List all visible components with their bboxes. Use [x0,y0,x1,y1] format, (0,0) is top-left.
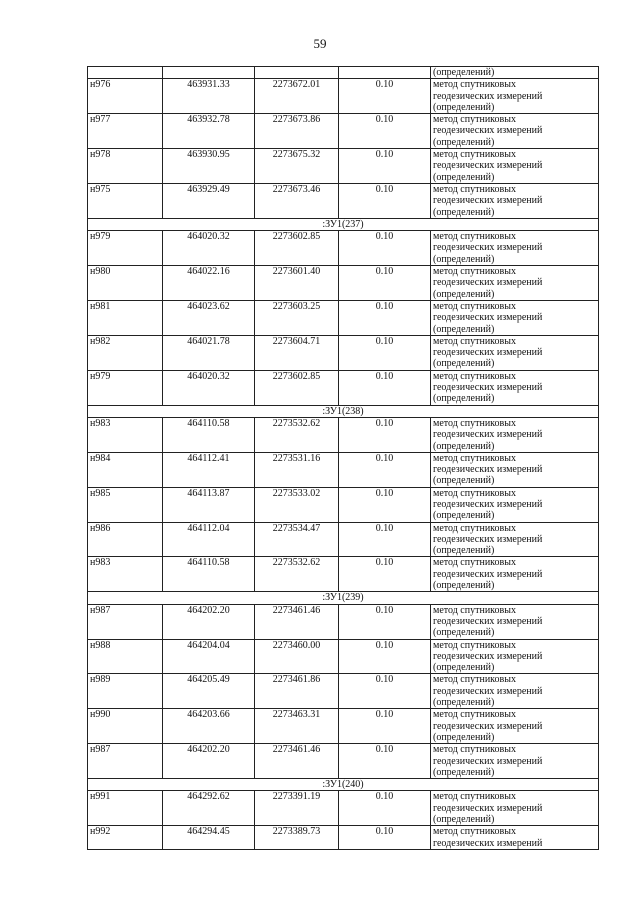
x-coordinate-cell: 464112.41 [163,452,255,487]
section-header-row [88,218,599,230]
method-line: (определений) [433,697,495,709]
point-id-cell: н983 [88,557,163,592]
method-line: метод спутниковых [433,639,516,651]
method-cell: (определений) [431,67,599,79]
y-coordinate-cell: 2273461.86 [255,674,339,709]
method-line: (определений) [433,136,495,148]
method-line: (определений) [433,662,495,674]
x-coordinate-cell: 463929.49 [163,183,255,218]
point-id-cell: н987 [88,604,163,639]
error-cell: 0.10 [339,487,431,522]
method-line: метод спутниковых [433,452,516,464]
y-coordinate-cell: 2273391.19 [255,791,339,826]
y-coordinate-cell: 2273675.32 [255,149,339,184]
method-line: геодезических измерений [433,650,543,662]
y-coordinate-cell: 2273602.85 [255,370,339,405]
error-cell: 0.10 [339,826,431,850]
method-line: геодезических измерений [433,277,543,289]
y-coordinate-cell: 2273531.16 [255,452,339,487]
method-line: (определений) [433,475,495,487]
x-coordinate-cell: 464113.87 [163,487,255,522]
error-cell: 0.10 [339,300,431,335]
method-cell [431,487,599,522]
table-row [88,417,599,452]
x-coordinate-cell: 464020.32 [163,370,255,405]
x-coordinate-cell: 464202.20 [163,744,255,779]
table-row [88,452,599,487]
method-line: (определений) [433,545,495,557]
error-cell: 0.10 [339,231,431,266]
table-row [88,487,599,522]
table-row [88,370,599,405]
method-line: (определений) [433,766,495,778]
method-line: метод спутниковых [433,266,516,278]
table-row [88,826,599,850]
x-coordinate-cell: 463932.78 [163,114,255,149]
method-cell [431,557,599,592]
x-coordinate-cell: 464294.45 [163,826,255,850]
x-coordinate-cell: 464292.62 [163,791,255,826]
page-number: 59 [313,36,327,51]
x-coordinate-cell: 464205.49 [163,674,255,709]
table-row [88,335,599,370]
method-line: (определений) [433,814,495,825]
y-coordinate-cell: 2273604.71 [255,335,339,370]
x-coordinate-cell: 464020.32 [163,231,255,266]
method-line: метод спутниковых [433,114,516,126]
point-id-cell: н979 [88,370,163,405]
error-cell: 0.10 [339,114,431,149]
table-row-continued [88,67,599,79]
x-coordinate-cell: 464202.20 [163,604,255,639]
method-cell [431,149,599,184]
error-cell: 0.10 [339,674,431,709]
y-coordinate-cell: 2273673.46 [255,183,339,218]
method-line: (определений) [433,288,495,300]
x-coordinate-cell: 464203.66 [163,709,255,744]
error-cell: 0.10 [339,79,431,114]
table-row [88,557,599,592]
point-id-cell: н977 [88,114,163,149]
method-line: метод спутниковых [433,417,516,429]
method-cell [431,522,599,557]
method-line: геодезических измерений [433,615,543,627]
error-cell: 0.10 [339,370,431,405]
error-cell: 0.10 [339,183,431,218]
point-id-cell: н992 [88,826,163,850]
method-line: метод спутниковых [433,522,516,534]
method-line: метод спутниковых [433,709,516,721]
x-coordinate-cell: 464110.58 [163,557,255,592]
table-row [88,266,599,301]
method-line: геодезических измерений [433,242,543,254]
method-cell [431,791,599,826]
point-id-cell: н980 [88,266,163,301]
point-id-cell: н982 [88,335,163,370]
error-cell: 0.10 [339,452,431,487]
point-id-cell: н983 [88,417,163,452]
method-line: геодезических измерений [433,125,543,137]
method-line: (определений) [433,627,495,639]
method-cell [431,370,599,405]
table-row [88,791,599,826]
error-cell: 0.10 [339,604,431,639]
method-line: геодезических измерений [433,802,543,814]
error-cell: 0.10 [339,709,431,744]
method-line: метод спутниковых [433,557,516,569]
y-coordinate-cell: 2273460.00 [255,639,339,674]
method-line: (определений) [433,440,495,452]
section-label: :ЗУ1(240) [88,779,599,791]
point-id-cell: н985 [88,487,163,522]
method-line: геодезических измерений [433,755,543,767]
section-label: :ЗУ1(238) [88,405,599,417]
table-row [88,639,599,674]
method-line: метод спутниковых [433,370,516,382]
table-row [88,709,599,744]
table-row [88,522,599,557]
method-line: геодезических измерений [433,382,543,394]
error-cell: 0.10 [339,266,431,301]
error-cell: 0.10 [339,335,431,370]
method-cell [431,300,599,335]
point-id-cell: н976 [88,79,163,114]
y-coordinate-cell: 2273532.62 [255,417,339,452]
point-id-cell: н989 [88,674,163,709]
method-line: (определений) [433,510,495,522]
y-coordinate-cell: 2273672.01 [255,79,339,114]
y-coordinate-cell: 2273673.86 [255,114,339,149]
error-cell: 0.10 [339,522,431,557]
method-line: геодезических измерений [433,464,543,476]
x-coordinate-cell: 464110.58 [163,417,255,452]
point-id-cell: н978 [88,149,163,184]
method-line: (определений) [433,253,495,265]
point-id-cell: н979 [88,231,163,266]
x-coordinate-cell: 464021.78 [163,335,255,370]
method-line: (определений) [433,731,495,743]
y-coordinate-cell: 2273461.46 [255,604,339,639]
y-coordinate-cell: 2273603.25 [255,300,339,335]
method-line: метод спутниковых [433,826,516,838]
error-cell: 0.10 [339,791,431,826]
y-coordinate-cell: 2273534.47 [255,522,339,557]
method-cell [431,114,599,149]
method-line: геодезических измерений [433,568,543,580]
section-header-row [88,405,599,417]
method-line: геодезических измерений [433,347,543,359]
error-cell: 0.10 [339,744,431,779]
method-line: метод спутниковых [433,744,516,756]
error-cell: 0.10 [339,639,431,674]
table-row [88,114,599,149]
section-label: :ЗУ1(237) [88,218,599,230]
table-row [88,300,599,335]
x-coordinate-cell: 463930.95 [163,149,255,184]
error-cell: 0.10 [339,557,431,592]
y-coordinate-cell: 2273602.85 [255,231,339,266]
method-cell [431,183,599,218]
coordinates-table [87,66,599,850]
method-line: метод спутниковых [433,487,516,499]
method-cell [431,231,599,266]
x-coordinate-cell: 463931.33 [163,79,255,114]
method-line: геодезических измерений [433,195,543,207]
table-row [88,674,599,709]
y-coordinate-cell: 2273389.73 [255,826,339,850]
y-coordinate-cell: 2273532.62 [255,557,339,592]
table-row [88,604,599,639]
method-cell [431,709,599,744]
point-id-cell: н975 [88,183,163,218]
table-row [88,79,599,114]
method-line: геодезических измерений [433,312,543,324]
point-id-cell: н990 [88,709,163,744]
method-line: (определений) [433,206,495,218]
method-line: метод спутниковых [433,791,516,803]
point-id-cell: н987 [88,744,163,779]
section-header-row [88,592,599,604]
point-id-cell: н991 [88,791,163,826]
method-line: (определений) [433,580,495,592]
method-cell [431,452,599,487]
table-row [88,149,599,184]
method-line: (определений) [433,323,495,335]
method-cell [431,417,599,452]
method-line: метод спутниковых [433,79,516,91]
method-line: метод спутниковых [433,335,516,347]
x-coordinate-cell: 464204.04 [163,639,255,674]
method-line: метод спутниковых [433,231,516,243]
method-line: метод спутниковых [433,604,516,616]
method-line: геодезических измерений [433,720,543,732]
point-id-cell: н981 [88,300,163,335]
section-header-row [88,779,599,791]
table-row [88,183,599,218]
method-line: (определений) [433,171,495,183]
method-cell [431,826,599,850]
method-line: геодезических измерений [433,429,543,441]
method-line: геодезических измерений [433,685,543,697]
method-line: метод спутниковых [433,674,516,686]
method-cell [431,604,599,639]
method-line: (определений) [433,101,495,113]
y-coordinate-cell: 2273601.40 [255,266,339,301]
method-cell [431,744,599,779]
y-coordinate-cell: 2273461.46 [255,744,339,779]
section-label: :ЗУ1(239) [88,592,599,604]
method-line: метод спутниковых [433,300,516,312]
method-cell [431,674,599,709]
method-line: геодезических измерений [433,498,543,510]
x-coordinate-cell: 464022.16 [163,266,255,301]
method-line: геодезических измерений [433,837,543,849]
point-id-cell: н988 [88,639,163,674]
method-cell [431,79,599,114]
method-line: геодезических измерений [433,90,543,102]
method-line: (определений) [433,358,495,370]
method-line: геодезических измерений [433,533,543,545]
method-line: (определений) [433,393,495,405]
x-coordinate-cell: 464112.04 [163,522,255,557]
point-id-cell: н984 [88,452,163,487]
method-line: метод спутниковых [433,149,516,161]
method-line: метод спутниковых [433,183,516,195]
table-row [88,231,599,266]
table-row [88,744,599,779]
y-coordinate-cell: 2273463.31 [255,709,339,744]
y-coordinate-cell: 2273533.02 [255,487,339,522]
method-cell [431,335,599,370]
method-cell [431,266,599,301]
point-id-cell: н986 [88,522,163,557]
error-cell: 0.10 [339,417,431,452]
error-cell: 0.10 [339,149,431,184]
method-line: геодезических измерений [433,160,543,172]
x-coordinate-cell: 464023.62 [163,300,255,335]
method-cell [431,639,599,674]
